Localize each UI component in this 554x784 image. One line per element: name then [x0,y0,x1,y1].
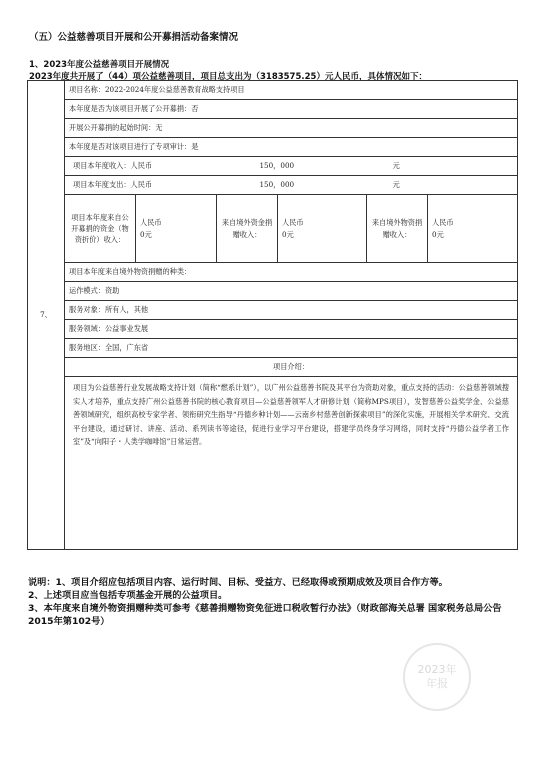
audit-status: 本年度是否对该项目进行了专项审计：是 [65,138,518,157]
public-income-value [136,195,217,263]
foreign-funds-value [278,195,367,263]
project-table [27,80,518,550]
expense-value: 150，000 [259,180,295,189]
fundraising-start: 开展公开募捐的起始时间：无 [65,119,518,138]
expense-unit: 元 [392,180,400,189]
foreign-goods-value [428,195,518,263]
expense-label: 项目本年度支出：人民币 [73,180,153,189]
intro-heading: 项目介绍： [65,358,518,377]
foreign-goods-currency: 人民币 [432,217,454,227]
income-value: 150，000 [259,161,295,170]
expense-row [65,176,518,195]
public-fundraising: 本年度是否为该项目开展了公开募捐：否 [65,100,518,119]
operation-mode: 运作模式：资助 [65,282,518,301]
service-region: 服务地区：全国，广东省 [65,339,518,358]
annual-report-watermark [403,643,471,711]
project-index: 7、 [28,81,65,550]
service-field: 服务领域：公益事业发展 [65,320,518,339]
note-1: 说明：1、项目介绍应包括项目内容、运行时间、目标、受益方、已经取得或预期成效及项目合作方等。 [28,577,448,588]
foreign-funds-amount: 0元 [282,229,294,239]
section-title: （五）公益慈善项目开展和公开募捐活动备案情况 [29,32,239,43]
public-income-label: 项目本年度来自公开募捐的资金（物资折价）收入： [65,195,136,263]
project-name: 项目名称：2022-2024年度公益慈善教育战略支持项目 [65,81,518,100]
service-targets: 服务对象：所有人，其他 [65,301,518,320]
foreign-funds-label: 来自境外资金捐赠收入： [217,195,278,263]
foreign-goods-amount: 0元 [432,229,444,239]
subsection-title: 1、2023年度公益慈善项目开展情况 [29,60,170,70]
income-label: 项目本年度收入：人民币 [73,161,153,170]
notes [28,576,524,628]
foreign-funds-currency: 人民币 [282,217,304,227]
note-2: 2、上述项目应当包括专项基金开展的公益项目。 [28,590,228,601]
note-3: 3、本年度来自境外物资捐赠种类可参考《慈善捐赠物资免征进口税收暂行办法》（财政部海关总署 国家税务总局公告2015年第102号） [28,603,502,627]
public-income-currency: 人民币 [140,217,162,227]
summary-line: 2023年度共开展了（44）项公益慈善项目，项目总支出为（3183575.25）元人民币，具体情况如下： [29,72,427,82]
income-unit: 元 [392,161,400,170]
foreign-goods-types: 项目本年度来自境外物资捐赠的种类： [65,263,518,282]
watermark-year: 2023年 [417,663,457,676]
foreign-goods-label: 来自境外物资捐赠收入： [367,195,428,263]
public-income-amount: 0元 [140,229,152,239]
income-row [65,157,518,176]
watermark-label: 年报 [426,677,448,690]
intro-text: 项目为公益慈善行业发展战略支持计划（简称“燃系计划”），以广州公益慈善书院及其平台为资助对象，重点支持的活动：公益慈善领域搜实人才培养，重点支持广州公益慈善书院的核心教育项目—公益慈善领军人才研修计划（简称MPS项目），发智慈善公益奖学金、公益慈善领域研究，组织高校专家学者、领衔研究生指导“丹德乡种计划——云南乡村慈善创新探索项目”的深化实施，开展相关学术研究、交流平台建设，通过研讨、讲座、活动、系列读书等途径，促进行业学习平台建设，搭建学员终身学习网络，同时支持“丹德公益学者工作室”及“向阳子・人类学咖啡馆”日常运营。 [65,377,518,550]
